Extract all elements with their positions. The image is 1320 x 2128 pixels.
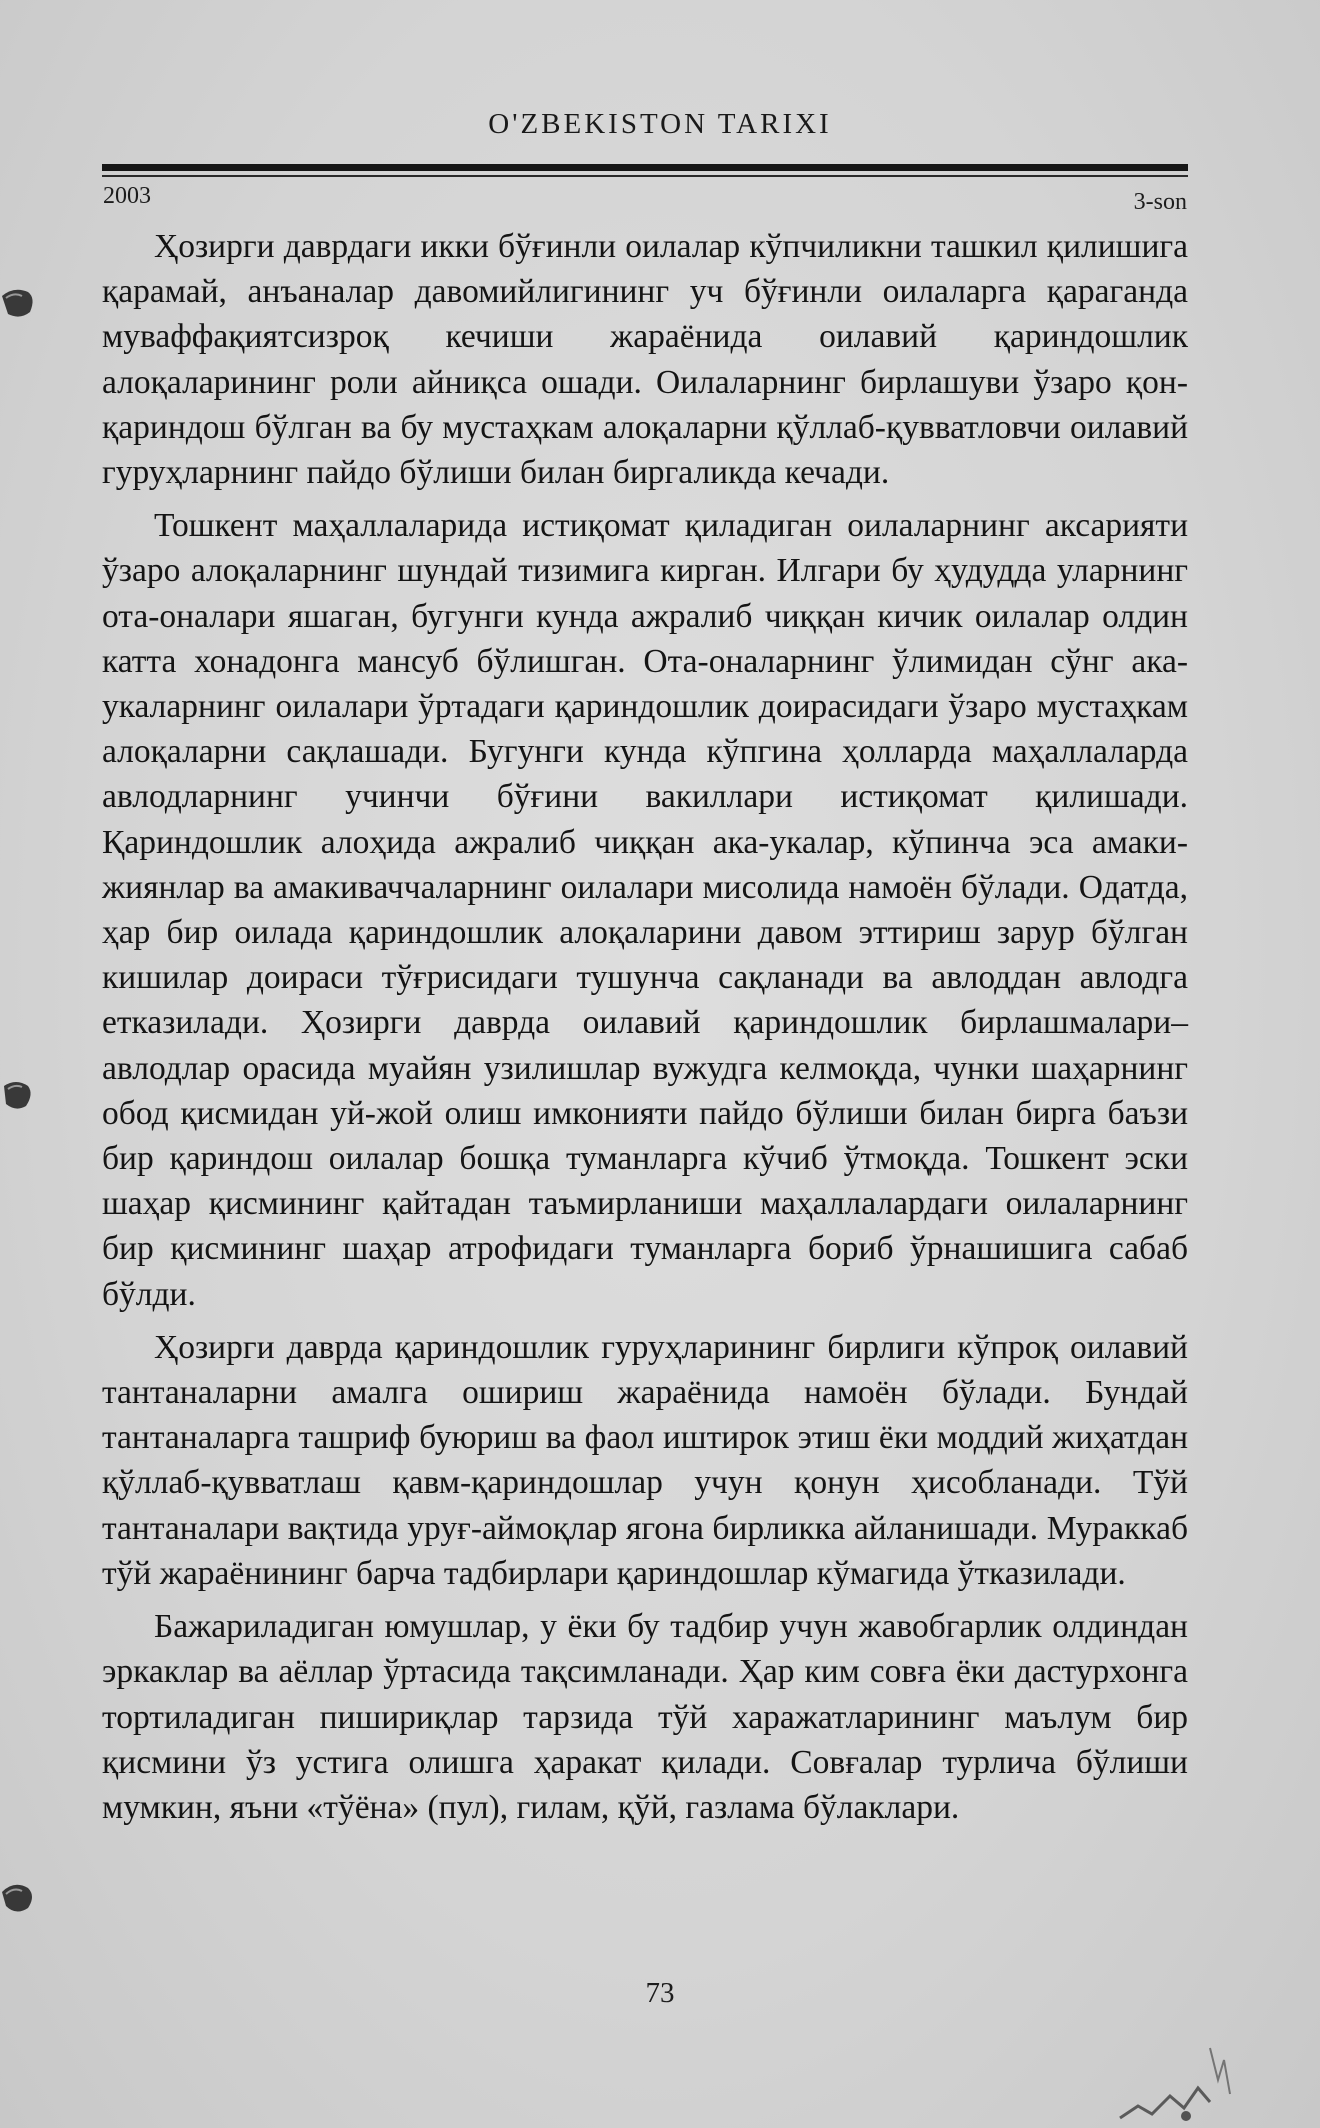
journal-title: O'ZBEKISTON TARIXI	[488, 108, 832, 140]
paragraph-2: Тошкент маҳаллаларида истиқомат қиладиган оилаларнинг аксарияти ўзаро алоқаларнинг шундай тизимига кирган. Илгари бу ҳудудда уларнинг ота-оналари яшаган, бугунги кунда ажралиб чиққан кичик оилалар олдин катта хонадонга мансуб бўлишган. Ота-оналарнинг ўлимидан сўнг ака-укаларнинг оилалари ўртадаги қариндошлик доирасидаги ўзаро мустаҳкам алоқаларни сақлашади. Бугунги кунда кўпгина ҳолларда маҳаллаларда авлодларнинг учинчи бўғини вакиллари истиқомат қилишади. Қариндошлик алоҳида ажралиб чиққан ака-укалар, кўпинча эса амаки-жиянлар ва амакиваччаларнинг оилалари мисолида намоён бўлади. Одатда, ҳар бир оилада қариндошлик алоқаларини давом эттириш зарур бўлган кишилар доираси тўғрисидаги тушунча сақланади ва авлоддан авлодга етказилади. Ҳозирги даврда оилавий қариндошлик бирлашмалари–авлодлар орасида муайян узилишлар вужудга келмоқда, чунки шаҳарнинг обод қисмидан уй-жой олиш имконияти пайдо бўлиши билан бирга баъзи бир қариндош оилалар бошқа туманларга кўчиб ўтмоқда. Тошкент эски шаҳар қисмининг қайтадан таъмирланиши маҳаллалардаги оилаларнинг бир қисмининг шаҳар атрофидаги туманларга бориб ўрнашишига сабаб бўлди.	[102, 507, 1188, 1313]
scan-smudge-mark	[1060, 1968, 1320, 2128]
binder-hole-mark-middle	[0, 1074, 40, 1118]
issue-number: 3-son	[1133, 189, 1187, 215]
header-rule-thick	[102, 164, 1188, 171]
paragraph-3: Ҳозирги даврда қариндошлик гуруҳларининг бирлиги кўпроқ оилавий тантаналарни амалга ошириш жараёнида намоён бўлади. Бундай тантаналарга ташриф буюриш ва фаол иштирок этиш ёки моддий жиҳатдан қўллаб-қувватлаш қавм-қариндошлар учун қонун ҳисобланади. Тўй тантаналари вақтида уруғ-аймоқлар ягона бирликка айланишади. Мураккаб тўй жараёнининг барча тадбирлари қариндошлар кўмагида ўтказилади.	[102, 1328, 1188, 1592]
header-rule-thin	[102, 175, 1188, 177]
paragraph-4: Бажариладиган юмушлар, у ёки бу тадбир учун жавобгарлик олдиндан эркаклар ва аёллар ўртасида тақсимланади. Ҳар ким совға ёки дастурхонга тортиладиган пишириқлар тарзида тўй харажатларининг маълум бир қисмини ўз устига олишга ҳаракат қилади. Совғалар турлича бўлиши мумкин, яъни «тўёна» (пул), гилам, қўй, газлама бўлаклари.	[102, 1608, 1188, 1826]
publication-year: 2003	[103, 183, 151, 209]
paragraph-1: Ҳозирги даврдаги икки бўғинли оилалар кўпчиликни ташкил қилишига қарамай, анъаналар давомийлигининг уч бўғинли оилаларга қараганда муваффақиятсизроқ кечиши жараёнида оилавий қариндошлик алоқаларининг роли айниқса ошади. Оилаларнинг бирлашуви ўзаро қон-қариндош бўлган ва бу мустаҳкам алоқаларни қўллаб-қувватловчи оилавий гуруҳларнинг пайдо бўлиши билан биргаликда кечади.	[102, 228, 1188, 492]
binder-hole-mark-top	[0, 282, 40, 326]
article-body	[102, 224, 1188, 1830]
binder-hole-mark-bottom	[0, 1876, 40, 1920]
page-number: 73	[645, 1977, 675, 2009]
